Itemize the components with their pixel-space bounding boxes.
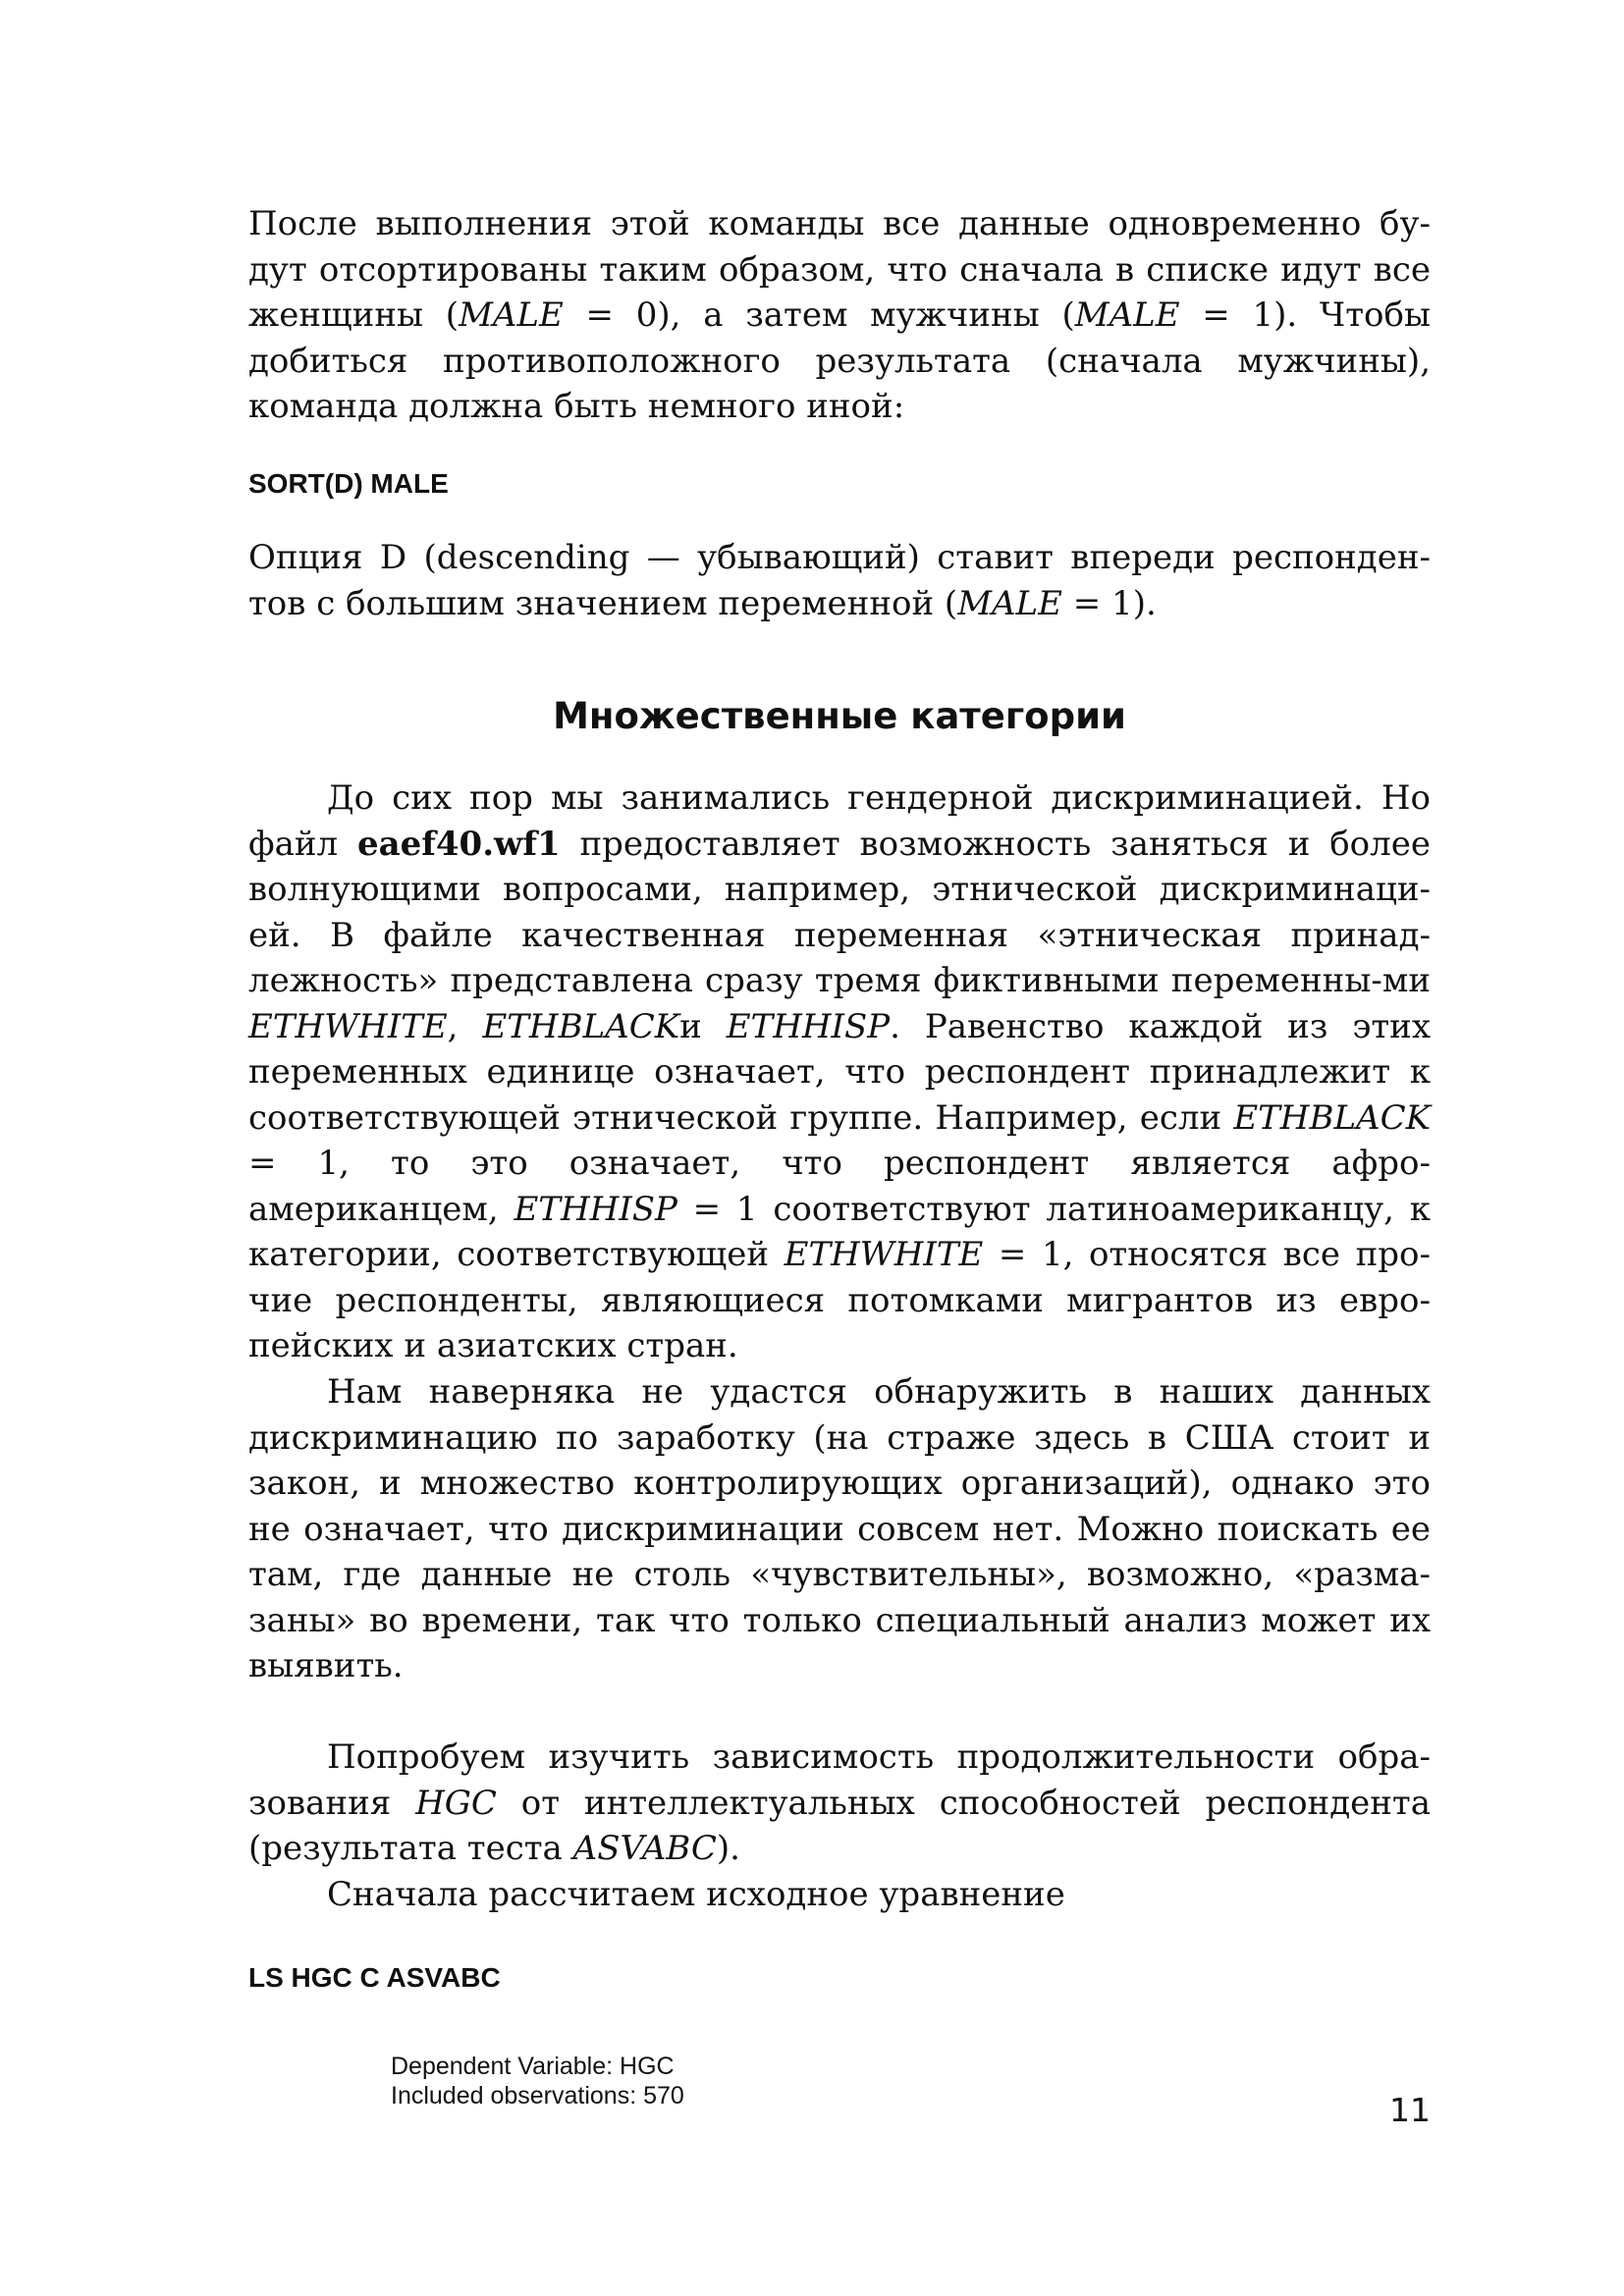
regression-output-observations: Included observations: 570: [391, 2082, 684, 2109]
text-run: от интеллектуальных способностей респондента (результата теста: [248, 1783, 1432, 1868]
text-run: ).: [716, 1829, 740, 1868]
paragraph-sort-result: [248, 201, 1431, 430]
file-name: eaef40.wf1: [356, 824, 561, 864]
text-run: = 1, относятся все про-чие респонденты, являющиеся потомками мигрантов из евро-пейских и азиатских стран.: [248, 1235, 1431, 1365]
math-variable: ETHWHITE: [784, 1235, 984, 1274]
paragraph-ethnic-categories: [248, 775, 1431, 1369]
math-variable: HGC: [415, 1783, 497, 1823]
code-ls-regression: LS HGC C ASVABC: [248, 1962, 501, 1993]
text-run: предоставляет возможность заняться и более волнующими вопросами, например, этнической дискриминаци-ей. В файле качественная переменная «этническая принад-лежность» представлена сразу тремя фиктивными переменны-ми: [248, 824, 1431, 1000]
text-run: . Равенство каждой из этих переменных единице означает, что респондент принадлежит к соответствующей этнической группе. Например, если: [248, 1006, 1432, 1138]
text-run: = 1 соответствуют латиноамериканцу, к категории, соответствующей: [248, 1189, 1431, 1274]
paragraph-descending-option: [248, 535, 1431, 626]
text-run: = 0), а затем мужчины (: [563, 295, 1075, 335]
math-variable: ETHBLACK: [482, 1006, 680, 1046]
code-sort-descending: SORT(D) MALE: [248, 468, 449, 499]
text-run: После выполнения этой команды все данные одновременно бу-дут отсортированы таким образом, что сначала в списке идут все женщины (: [248, 204, 1431, 335]
page-number: 11: [1389, 2091, 1431, 2129]
text-run: = 1). Чтобы добиться противоположного результата (сначала мужчины), команда должна быть немного иной:: [248, 295, 1432, 426]
math-variable: ASVABC: [572, 1829, 717, 1868]
text-run: До сих пор мы занимались гендерной дискриминацией. Но файл: [248, 778, 1431, 864]
section-heading: Множественные категории: [553, 695, 1126, 737]
paragraph-initial-equation: Сначала рассчитаем исходное уравнение: [327, 1875, 1065, 1914]
math-variable: ETHHISP: [514, 1189, 677, 1229]
math-variable: ETHHISP: [726, 1006, 891, 1046]
paragraph-education-dependency: [248, 1735, 1431, 1872]
text-run: ,: [447, 1006, 483, 1046]
text-run: Опция D (descending — убывающий) ставит впереди респонден-тов с большим значением переменной (: [248, 538, 1431, 623]
paragraph-discrimination: Нам наверняка не удастся обнаружить в наших данных дискриминацию по заработку (на страже здесь в США стоит и закон, и множество контролирующих организаций), однако это не означает, что дискриминации совсем нет. Можно поискать ее там, где данные не столь «чувствительны», возможно, «разма-заны» во времени, так что только специальный анализ может их выявить.: [248, 1372, 1431, 1685]
text-run: и: [679, 1006, 727, 1046]
text-run: = 1).: [1061, 583, 1157, 623]
math-variable: MALE: [459, 295, 564, 335]
text-run: Попробуем изучить зависимость продолжительности обра-зования: [248, 1737, 1431, 1823]
math-variable: MALE: [957, 583, 1062, 623]
regression-output-dependent-variable: Dependent Variable: HGC: [391, 2053, 675, 2080]
math-variable: ETHBLACK: [1233, 1097, 1431, 1138]
text-run: = 1, то это означает, что респондент является афро-американцем,: [248, 1144, 1431, 1229]
math-variable: ETHWHITE: [248, 1006, 448, 1046]
math-variable: MALE: [1074, 295, 1180, 335]
